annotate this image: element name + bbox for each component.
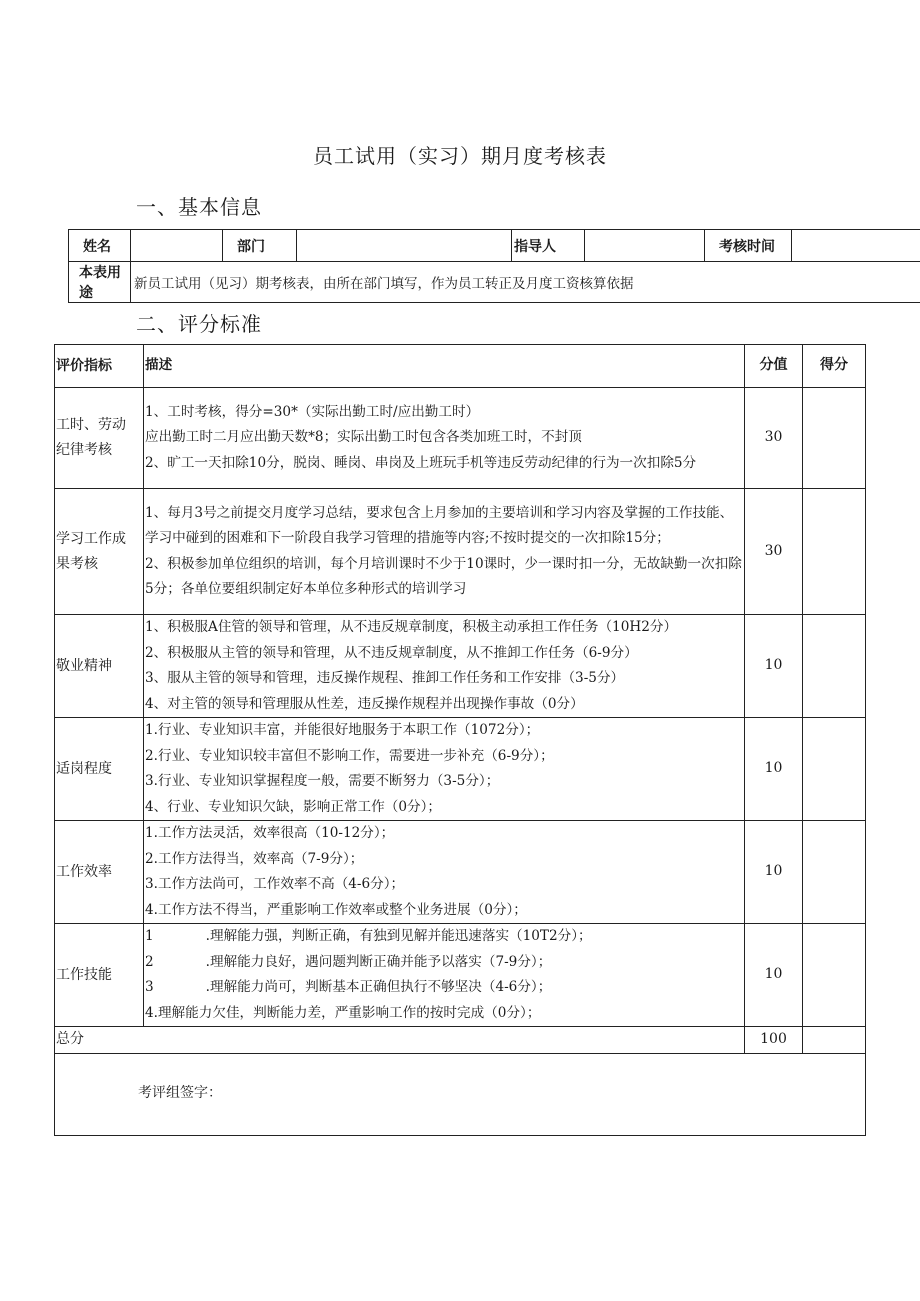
signature-row — [55, 1053, 866, 1135]
description-cell — [144, 615, 745, 718]
dept-label: 部门 — [223, 230, 297, 262]
total-score: 100 — [745, 1027, 803, 1054]
description-line: 1、每月3号之前提交月度学习总结，要求包含上月参加的主要培训和学习内容及掌握的工作技能、学习中碰到的困难和下一阶段自我学习管理的措施等内容;不按时提交的一次扣除15分； — [145, 504, 734, 546]
item-number: 1 — [145, 928, 154, 944]
name-label: 姓名 — [69, 230, 131, 262]
table-row — [55, 821, 866, 924]
time-field[interactable] — [792, 230, 920, 262]
description-line: 3.工作方法尚可，工作效率不高（4-6分）； — [145, 876, 405, 892]
description-line: 应出勤工时二月应出勤天数*8；实际出勤工时包含各类加班工时，不封顶 — [145, 429, 582, 446]
dept-field[interactable] — [297, 230, 512, 262]
description-cell — [144, 821, 745, 924]
description-line: 1.工作方法灵活，效率很高（10-12分）； — [145, 825, 395, 841]
description-line: 4.理解能力欠佳，判断能力差，严重影响工作的按时完成（0分）； — [145, 1004, 541, 1021]
indicator-line: 学习工作成 — [56, 530, 126, 547]
total-earned-field[interactable] — [803, 1027, 866, 1054]
description-cell — [144, 924, 745, 1027]
section-basic-info-heading: 一、基本信息 — [136, 195, 262, 219]
section-scoring-heading: 二、评分标准 — [136, 312, 262, 336]
page-title: 员工试用（实习）期月度考核表 — [313, 144, 607, 168]
score-value: 10 — [745, 718, 803, 821]
description-line: 2.行业、专业知识较丰富但不影响工作，需要进一步补充（6-9分）； — [145, 747, 554, 764]
indicator-cell — [55, 489, 144, 615]
header-score-value: 分值 — [745, 345, 803, 388]
indicator-line: 果考核 — [56, 555, 98, 572]
description-cell — [144, 489, 745, 615]
description-line — [145, 975, 744, 1001]
item-number: 3 — [145, 979, 154, 995]
signature-label: 考评组签字： — [138, 1085, 222, 1102]
description-line: 2、积极参加单位组织的培训，每个月培训课时不少于10课时，少一课时扣一分，无故缺勤一次扣除5分；各单位要组织制定好本单位多种形式的培训学习 — [145, 555, 742, 597]
score-earned-field[interactable] — [803, 821, 866, 924]
score-value: 30 — [745, 489, 803, 615]
description-line: 2.工作方法得当，效率高（7-9分）； — [145, 850, 364, 867]
name-field[interactable] — [131, 230, 223, 262]
score-value: 10 — [745, 924, 803, 1027]
total-label: 总分 — [55, 1027, 745, 1054]
indicator-cell — [55, 924, 144, 1027]
indicator-line: 适岗程度 — [56, 760, 112, 777]
indicator-line: 纪律考核 — [56, 442, 112, 458]
score-earned-field[interactable] — [803, 388, 866, 489]
item-text: .理解能力尚可，判断基本正确但执行不够坚决（4-6分）； — [205, 979, 552, 995]
table-row — [55, 615, 866, 718]
header-indicator: 评价指标 — [55, 345, 144, 388]
score-earned-field[interactable] — [803, 489, 866, 615]
score-earned-field[interactable] — [803, 924, 866, 1027]
scoring-table — [54, 344, 866, 1136]
description-line: 4、对主管的领导和管理服从性差，违反操作规程并出现操作事故（0分） — [145, 695, 584, 712]
item-text: .理解能力强，判断正确，有独到见解并能迅速落实（10T2分）； — [205, 928, 592, 944]
table-row — [55, 489, 866, 615]
score-value: 30 — [745, 388, 803, 489]
description-line: 2、旷工一天扣除10分，脱岗、睡岗、串岗及上班玩手机等违反劳动纪律的行为一次扣除5分 — [145, 454, 697, 471]
score-value: 10 — [745, 615, 803, 718]
indicator-line: 敬业精神 — [56, 657, 112, 674]
header-score-earned: 得分 — [803, 345, 866, 388]
score-value: 10 — [745, 821, 803, 924]
description-line: 1、积极服A住管的领导和管理，从不违反规章制度，积极主动承担工作任务（10H2分） — [145, 619, 678, 635]
purpose-text: 新员工试用（见习）期考核表，由所在部门填写，作为员工转正及月度工资核算依据 — [131, 262, 920, 303]
description-line: 4、行业、专业知识欠缺，影响正常工作（0分）； — [145, 798, 441, 815]
description-cell — [144, 718, 745, 821]
mentor-label: 指导人 — [512, 230, 585, 262]
time-label: 考核时间 — [705, 230, 792, 262]
indicator-cell — [55, 388, 144, 489]
description-line: 4.工作方法不得当，严重影响工作效率或整个业务进展（0分）； — [145, 901, 527, 918]
header-description: 描述 — [144, 345, 745, 388]
item-text: .理解能力良好，遇问题判断正确并能予以落实（7-9分）； — [205, 953, 552, 970]
description-line — [145, 950, 744, 976]
table-row — [55, 718, 866, 821]
indicator-cell — [55, 821, 144, 924]
table-row — [55, 924, 866, 1027]
total-row — [55, 1027, 866, 1054]
description-line — [145, 924, 744, 950]
description-cell — [144, 388, 745, 489]
description-line: 1、工时考核，得分=30*（实际出勤工时/应出勤工时） — [145, 403, 480, 420]
indicator-line: 工时、劳动 — [56, 417, 126, 433]
mentor-field[interactable] — [585, 230, 705, 262]
description-line: 3.行业、专业知识掌握程度一般，需要不断努力（3-5分）； — [145, 773, 500, 789]
signature-field[interactable] — [55, 1053, 866, 1135]
indicator-cell — [55, 615, 144, 718]
score-earned-field[interactable] — [803, 718, 866, 821]
indicator-line: 工作效率 — [56, 863, 112, 880]
table-row — [55, 388, 866, 489]
item-number: 2 — [145, 953, 154, 970]
basic-info-table — [68, 229, 920, 303]
purpose-label: 本表用途 — [69, 262, 131, 303]
score-earned-field[interactable] — [803, 615, 866, 718]
description-line: 3、服从主管的领导和管理，违反操作规程、推卸工作任务和工作安排（3-5分） — [145, 670, 625, 686]
indicator-cell — [55, 718, 144, 821]
description-line: 1.行业、专业知识丰富，并能很好地服务于本职工作（1072分）； — [145, 722, 540, 738]
description-line: 2、积极服从主管的领导和管理，从不违反规章制度，从不推卸工作任务（6-9分） — [145, 644, 638, 661]
indicator-line: 工作技能 — [56, 966, 112, 983]
